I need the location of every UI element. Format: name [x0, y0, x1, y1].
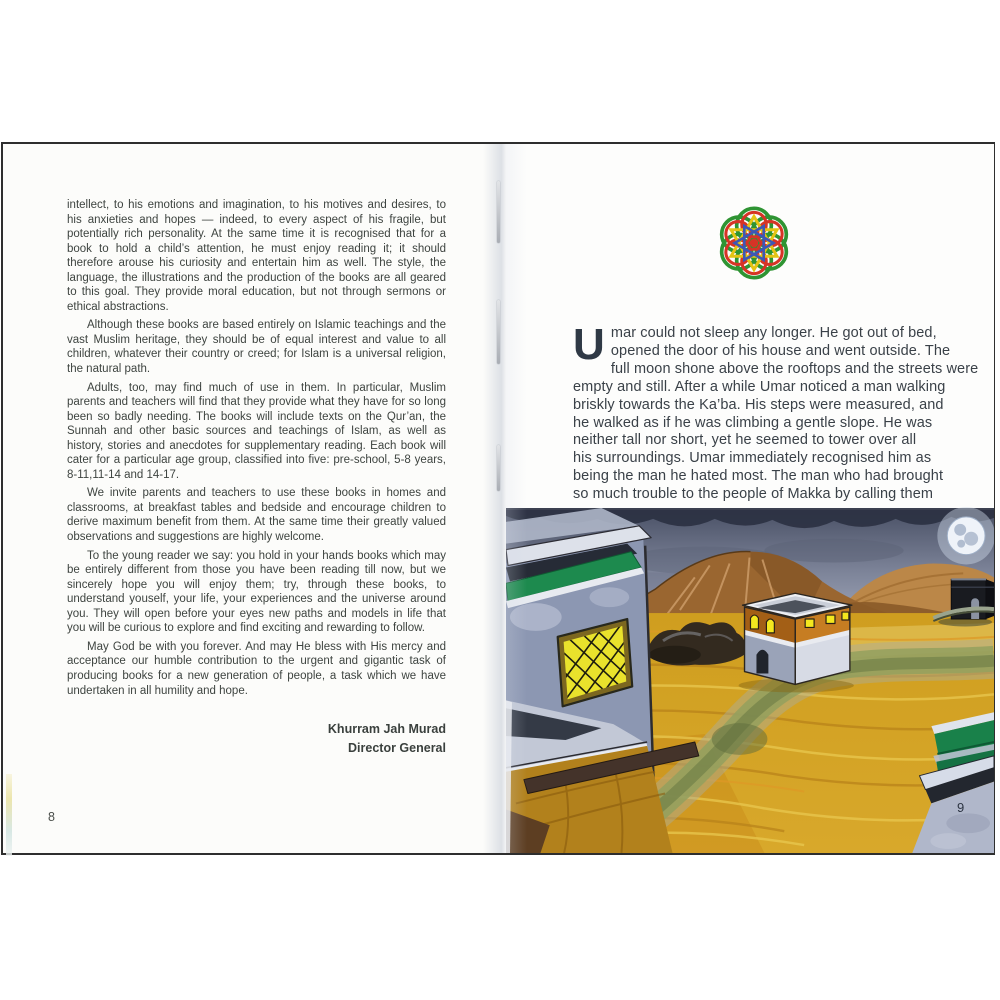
- paragraph: Although these books are based entirely on Islamic teachings and the vast Muslim heritage, they should be of equal interest and value to all children, whatever their country or creed; for Islam is a universal religion, the natural path.: [67, 319, 446, 376]
- page-left: [3, 144, 506, 853]
- paragraph: May God be with you forever. And may He bless with His mercy and acceptance our humble contribution to the urgent and gigantic task of producing books for a new generation of people, a task which we have undertaken in all humility and hope.: [67, 640, 446, 697]
- story-lines: [573, 320, 979, 504]
- foreword-text: [67, 198, 446, 758]
- paragraph: We invite parents and teachers to use these books in homes and classrooms, at breakfast tables and bedside and encourage children to derive maximum benefit from them. At the same time their greatly valued observations and suggestions are highly welcome.: [67, 487, 446, 544]
- staple-icon: [497, 181, 500, 243]
- left-paragraphs: [67, 198, 446, 698]
- emblem-center-dot: [750, 239, 759, 248]
- signature-name: Khurram Jah Murad: [327, 722, 446, 737]
- story-line: his surroundings. Umar immediately recognised him as: [573, 450, 932, 467]
- paragraph: intellect, to his emotions and imagination, to his motives and desires, to his anxieties and hopes — indeed, to every aspect of his fragile, but potentially rich personality. At the same time it is recognised that for a book to hold a child’s attention, he must enjoy reading it; it should therefore arouse his curiosity and entertain him as well. The style, the language, the illustrations and the production of the books are all geared to this goal. They provide moral education, but not through sermons or ethical abstractions.: [67, 199, 446, 313]
- story-line: being the man he hated most. The man who had brought: [573, 468, 944, 485]
- paragraph: To the young reader we say: you hold in your hands books which may be entirely different from those you have been reading till now, but we sincerely hope you will enjoy them; try, through these books, to understand youself, your life, your experiences and the universe around you. They will open before your eyes new paths and models in life that you will be curious to explore and find exciting and rewarding to follow.: [67, 549, 446, 635]
- moon: [937, 507, 994, 565]
- story-line: mar could not sleep any longer. He got out of bed,: [610, 325, 937, 341]
- story-line: empty and still. After a while Umar noticed a man walking: [573, 378, 946, 395]
- story-line: neither tall nor short, yet he seemed to tower over all: [573, 432, 917, 449]
- page-number-right: 9: [957, 800, 965, 815]
- story-text: [573, 320, 979, 504]
- page-fore-edge: [6, 774, 12, 856]
- signature-block: [67, 720, 446, 758]
- page-number-left: 8: [48, 810, 55, 824]
- staple-icon: [497, 445, 500, 491]
- knot-emblem-icon: [703, 192, 805, 294]
- signature-title: Director General: [348, 741, 446, 756]
- story-line: briskly towards the Ka’ba. His steps were measured, and: [573, 396, 944, 413]
- night-city-illustration: [506, 506, 994, 853]
- book-spread: [1, 142, 995, 855]
- page-right: [506, 144, 994, 853]
- staple-icon: [497, 300, 500, 364]
- drop-cap: U: [573, 320, 605, 369]
- story-line: he walked as if he was climbing a gentle slope. He was: [573, 414, 933, 431]
- story-line: so much trouble to the people of Makka by calling them: [573, 486, 934, 503]
- story-line: full moon shone above the rooftops and the streets were: [610, 360, 979, 377]
- story-line: opened the door of his house and went outside. The: [610, 342, 951, 359]
- paragraph: Adults, too, may find much of use in them. In particular, Muslim parents and teachers will find that they provide what they have for so long been so badly needing. The books will include texts on the Qur’an, the Sunnah and other basic sources and teachings of Islam, as well as history, stories and anecdotes for supplementary reading. Each book will cater for a particular age group, classified into five: pre-school, 5-8 years, 8-11,11-14 and 14-17.: [67, 381, 446, 481]
